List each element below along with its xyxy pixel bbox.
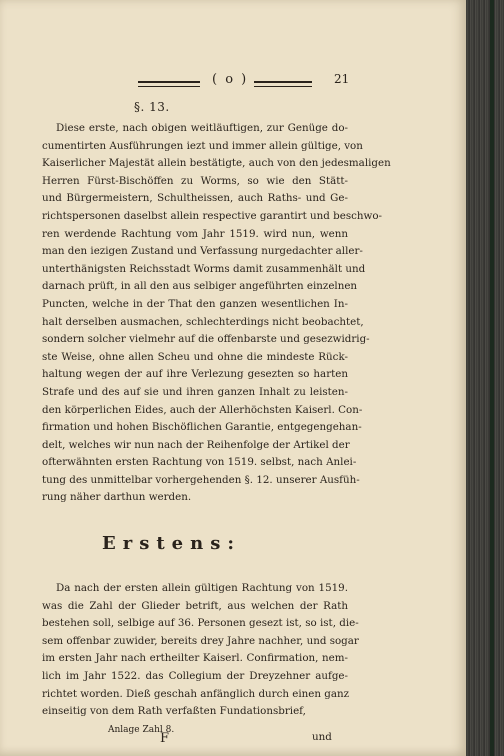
page-number: 21 (334, 72, 350, 86)
text-line: ste Weise, ohne allen Scheu und ohne die mindeste Rück- (42, 350, 348, 363)
text-line: richtet worden. Dieß geschah anfänglich durch einen ganz (42, 687, 350, 700)
text-line: richtspersonen daselbst allein respective garantirt und beschwo- (42, 209, 383, 222)
book-fore-edge (466, 0, 504, 756)
text-line: den körperlichen Eides, auch der Allerhöchsten Kaiserl. Con- (42, 403, 363, 416)
text-line: man den iezigen Zustand und Verfassung nurgedachter aller- (42, 245, 363, 258)
text-line: firmation und hohen Bischöflichen Garantie, entgegengehan- (42, 421, 362, 434)
text-line: Strafe und des auf sie und ihren ganzen Inhalt zu leisten- (42, 385, 348, 398)
text-line: delt, welches wir nun nach der Reihenfolge der Artikel der (42, 438, 350, 451)
text-line: einseitig von dem Rath verfaßten Fundationsbrief, (42, 705, 306, 718)
text-line: Kaiserlicher Majestät allein bestätigte, auch von den jedesmaligen (42, 157, 391, 170)
text-line: unterthänigsten Reichsstadt Worms damit zusammenhält und (42, 262, 366, 275)
section-heading: Erstens: (102, 533, 241, 555)
text-line: darnach prüft, in all den aus selbiger angeführten einzelnen (42, 280, 358, 293)
text-line: tung des unmittelbar vorhergehenden §. 12. unserer Ausfüh- (42, 473, 360, 486)
text-block (42, 70, 391, 749)
text-line: ofterwähnten ersten Rachtung von 1519. selbst, nach Anlei- (42, 456, 357, 469)
paragraph-2 (42, 580, 359, 721)
text-line: was die Zahl der Glieder betrift, aus welchen der Rath (42, 599, 348, 612)
annex-note: Anlage Zahl 8. (108, 724, 175, 735)
signature-mark: F (160, 730, 170, 746)
text-line: Puncten, welche in der That den ganzen wesentlichen In- (42, 297, 348, 310)
text-line: ren werdende Rachtung vom Jahr 1519. wird nun, wenn (42, 227, 348, 240)
text-line: cumentirten Ausführungen iezt und immer allein gültige, von (42, 139, 363, 152)
text-line: Da nach der ersten allein gültigen Rachtung von 1519. (56, 582, 348, 595)
text-line: sondern solcher vielmehr auf die offenbarste und gesezwidrig- (42, 333, 370, 346)
header-rule-left (138, 81, 200, 83)
text-line: im ersten Jahr nach ertheilter Kaiserl. Confirmation, nem- (42, 652, 348, 665)
text-line: und Bürgermeistern, Schultheissen, auch Raths- und Ge- (42, 192, 348, 205)
paragraph-1 (42, 120, 391, 507)
running-header (42, 70, 348, 100)
bookmark-ribbon (490, 0, 494, 756)
page-footer (42, 725, 348, 749)
header-rule-right (254, 81, 312, 83)
text-line: Herren Fürst-Bischöffen zu Worms, so wie den Stätt- (42, 174, 348, 187)
text-line: rung näher darthun werden. (42, 491, 192, 504)
section-title: §. 13. (134, 100, 170, 114)
text-line: halt derselben ausmachen, schlechterdings nicht beobachtet, (42, 315, 364, 328)
text-line: Diese erste, nach obigen weitläuftigen, zur Genüge do- (56, 122, 348, 134)
text-line: lich im Jahr 1522. das Collegium der Dreyzehner aufge- (42, 670, 348, 683)
page-mark: ( o ) (212, 72, 249, 87)
catchword: und (312, 730, 332, 743)
text-line: sem offenbar zuwider, bereits drey Jahre nachher, und sogar (42, 634, 359, 647)
text-line: bestehen soll, selbige auf 36. Personen gesezt ist, so ist, die- (42, 617, 359, 630)
text-line: haltung wegen der auf ihre Verlezung gesezten so harten (42, 368, 348, 381)
